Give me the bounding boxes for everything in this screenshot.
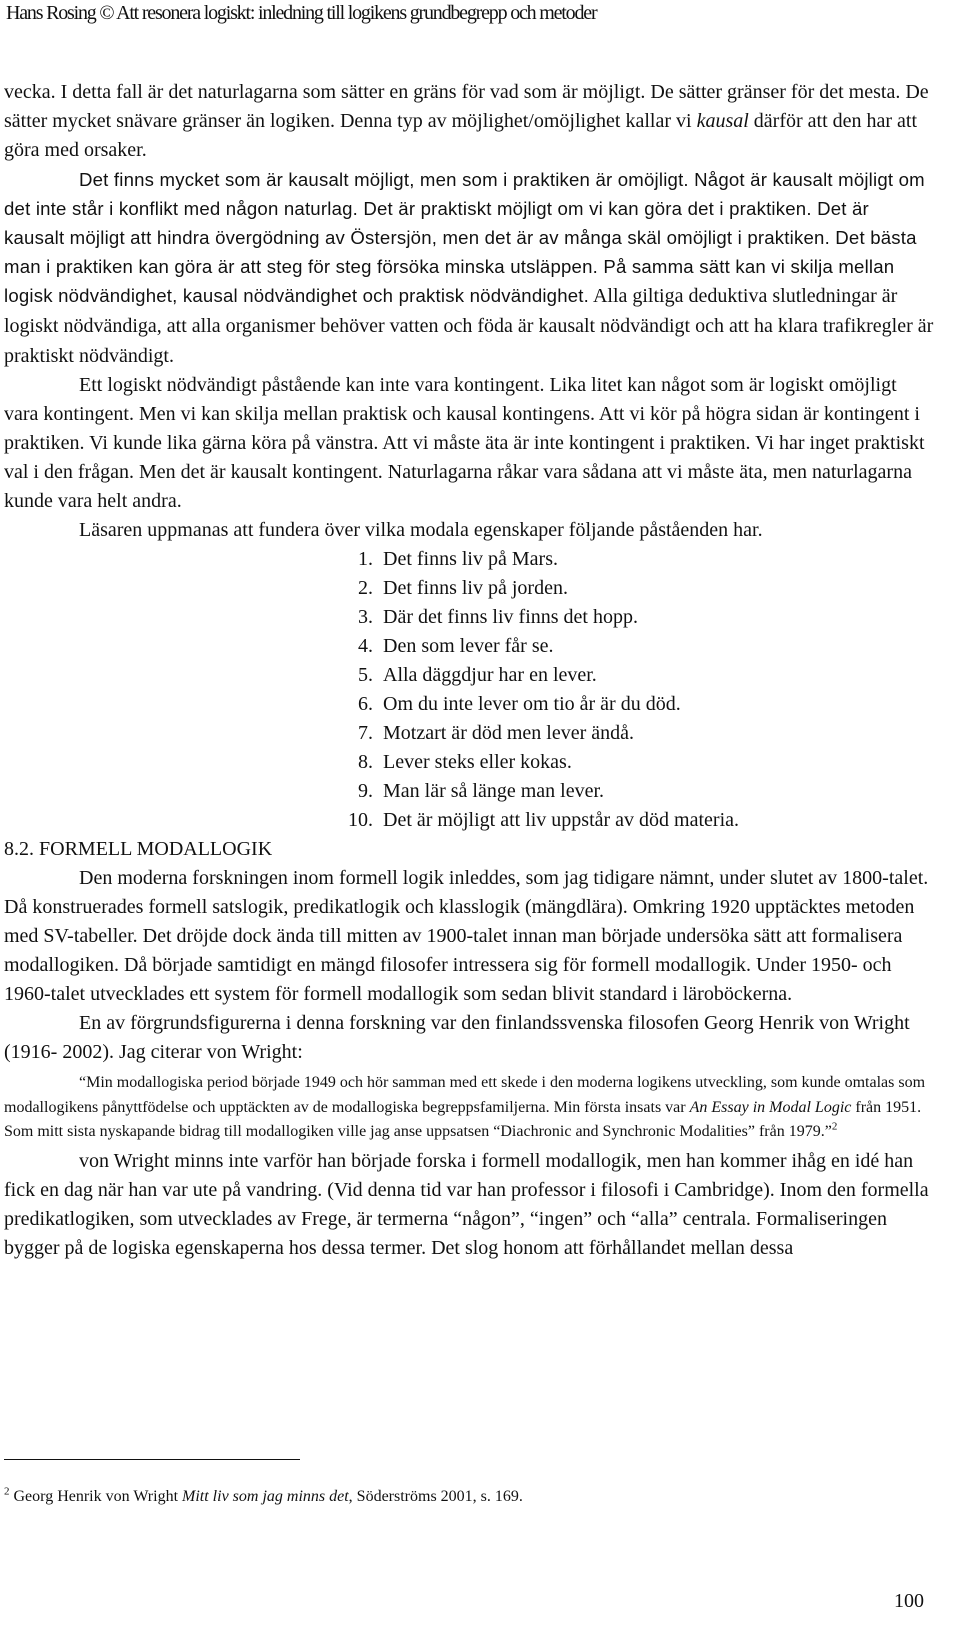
quote-title: An Essay in Modal Logic bbox=[689, 1098, 852, 1116]
paragraph-text: vecka. I detta fall är det naturlagarna som sätter en gräns för vad som är möjligt. De sätter gränser för det mesta. De sätter mycket snävare gränser än logiken. Denna typ av möjlighet/omöjlighet kallar vi bbox=[4, 81, 929, 132]
list-item: 5. Alla däggdjur har en lever. bbox=[358, 664, 597, 686]
paragraph-natural-laws bbox=[4, 78, 934, 165]
list-item: 6. Om du inte lever om tio år är du död. bbox=[358, 693, 681, 715]
paragraph-exercise-intro: Läsaren uppmanas att fundera över vilka modala egenskaper följande påståenden har. bbox=[79, 519, 763, 541]
paragraph-text: därför att den har att göra med orsaker. bbox=[4, 110, 918, 161]
page-body bbox=[4, 78, 934, 1263]
running-header: Hans Rosing © Att resonera logiskt: inledning till logikens grundbegrepp och metoder bbox=[6, 2, 597, 24]
quote-text: “Min modallogiska period började 1949 och hör samman med ett skede i den moderna logikens utveckling, som kunde omtalas som modallogikens pånyttfödelse och upptäckten av de modallogiska begreppsfamiljerna. Min första insats var bbox=[4, 1074, 926, 1116]
paragraph-text: Alla giltiga deduktiva slutledningar är logiskt nödvändiga, att alla organismer behöver vatten och föda är kausalt nödvändigt och att ha klara trafikregler är praktiskt nödvändigt. bbox=[4, 285, 934, 367]
paragraph-contingency: Ett logiskt nödvändigt påstående kan inte vara kontingent. Lika litet kan något som är logiskt omöjligt vara kontingent. Men vi kan skilja mellan praktisk och kausal kontingens. Att vi kör på högra sidan är kontingent i praktiken. Vi kunde lika gärna köra på vänstra. Att vi måste äta är inte kontingent i praktiken. Vi har inget praktiskt val i den frågan. Men det är kausalt kontingent. Naturlagarna råkar vara sådana att vi måste äta, men naturlagarna kunde vara helt andra. bbox=[4, 374, 925, 512]
footnote-book-title: Mitt liv som jag minns det bbox=[182, 1488, 349, 1505]
page-number: 100 bbox=[894, 1590, 924, 1612]
list-item: 10. Det är möjligt att liv uppstår av död materia. bbox=[348, 809, 740, 831]
list-item: 7. Motzart är död men lever ändå. bbox=[358, 722, 635, 744]
paragraph-after-quote: von Wright minns inte varför han började forska i formell modallogik, men han kommer ihåg en idé han fick en dag när han var ute på vandring. (Vid denna tid var han professor i filosofi i Cambridge). Inom den formella predikatlogiken, som utvecklades av Frege, är termerna “någon”, “ingen” och “alla” centrala. Formaliseringen bygger på de logiska egenskaperna hos dessa termer. Det slog honom att förhållandet mellan dessa bbox=[4, 1149, 929, 1259]
exercise-list bbox=[4, 545, 934, 835]
list-item: 2. Det finns liv på jorden. bbox=[358, 577, 568, 599]
footnote-reference[interactable]: 2 bbox=[831, 1120, 838, 1133]
paragraph-causal-possibility bbox=[4, 165, 934, 371]
paragraph-text: Det finns mycket som är kausalt möjligt, men som i praktiken är omöjligt. Något är kausalt möjligt om det inte står i konflikt med någon naturlag. Det är praktiskt möjligt om vi kan göra det i praktiken. Det är kausalt möjligt att hindra övergödning av Östersjön, men det är av många skäl omöjligt i praktiken. Det bästa man i praktiken kan göra är att steg för steg försöka minska utsläppen. På samma sätt kan vi skilja mellan logisk nödvändighet, kausal nödvändighet och praktisk nödvändighet. bbox=[4, 169, 925, 306]
footnote-divider bbox=[4, 1459, 300, 1460]
list-item: 1. Det finns liv på Mars. bbox=[358, 548, 558, 570]
list-item: 8. Lever steks eller kokas. bbox=[358, 751, 572, 773]
footnote: $^2$ Georg Henrik von Wright Mitt liv som jag minns det, Söderströms 2001, s. 169. bbox=[4, 1485, 523, 1505]
emphasis-term: kausal bbox=[696, 110, 749, 132]
list-item: 4. Den som lever får se. bbox=[358, 635, 554, 657]
section-heading: 8.2. FORMELL MODALLOGIK bbox=[4, 838, 273, 860]
paragraph-modern-research: Den moderna forskningen inom formell logik inleddes, som jag tidigare nämnt, under slutet av 1800-talet. Då konstruerades formell satslogik, predikatlogik och klasslogik (mängdlära). Omkring 1920 upptäcktes metoden med SV-tabeller. Det dröjde dock ända till mitten av 1900-talet innan man började undersöka sätt att formalisera modallogiken. Då började samtidigt en mängd filosofer intressera sig för formell modallogik. Under 1950- och 1960-talet utvecklades ett system för formell modallogik som sedan blivit standard i läroböckerna. bbox=[4, 867, 929, 1005]
block-quote bbox=[4, 1071, 934, 1145]
paragraph-von-wright-intro: En av förgrundsfigurerna i denna forskning var den finlandssvenska filosofen Georg Henrik von Wright (1916- 2002). Jag citerar von Wright: bbox=[4, 1012, 910, 1063]
quote-text: från 1951. Som mitt sista nyskapande bidrag till modallogiken ville jag anse uppsatsen “Diachronic and Synchronic Modalities” från 1979.” bbox=[4, 1098, 922, 1140]
list-item: 9. Man lär så länge man lever. bbox=[358, 780, 605, 802]
list-item: 3. Där det finns liv finns det hopp. bbox=[358, 606, 638, 628]
footnote-number: 2 bbox=[4, 1485, 10, 1498]
